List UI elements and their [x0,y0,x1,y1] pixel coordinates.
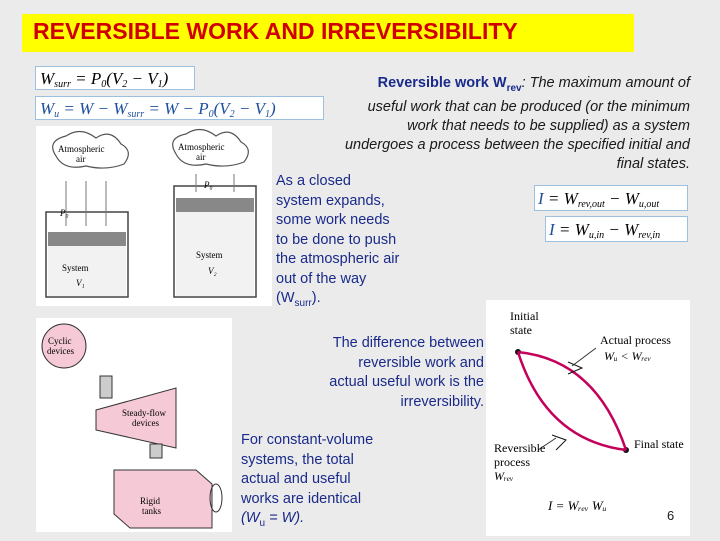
svg-text:devices: devices [132,418,159,428]
note-line: For constant-volume [241,432,374,448]
note-sub: u [259,517,266,529]
note-line: The difference between [332,335,484,351]
svg-text:P₀: P₀ [204,180,213,190]
note-line: reversible work and [358,354,484,371]
note-line [276,289,426,313]
constant-volume-note [241,431,401,533]
process-reversible-label: Reversible [494,441,546,455]
process-actual-label: Actual process [600,333,671,347]
piston-figure-drawing [36,126,272,306]
svg-text:Cyclic: Cyclic [48,336,72,346]
note-text: = W). [265,510,305,526]
svg-text:System: System [62,263,89,273]
definition-body: : The maximum amount of useful work that can be produced (or the minimum work that needs to be supplied) as a system undergoes a process between the specified initial and final states. [344,75,690,172]
note-line: works are identical [241,490,362,507]
equation-i-in-render [546,217,687,241]
piston-right-air: Atmospheric [178,142,225,152]
note-line: system expands, [276,192,385,209]
note-line: some work needs [276,212,390,228]
svg-text:Wᵣₑᵥ: Wᵣₑᵥ [494,469,514,483]
svg-text:Steady-flow: Steady-flow [122,408,166,418]
svg-text:System: System [196,250,223,260]
reversible-work-definition [338,74,690,174]
process-initial-label: Initial [510,309,539,323]
svg-text:Rigid: Rigid [140,496,161,506]
difference-note [292,334,484,412]
svg-text:V₂: V₂ [208,266,217,276]
process-figure-drawing [486,300,690,536]
svg-text:I = Wrev,out − Wu,out: I = Wrev,out − Wu,out [538,189,660,210]
piston-figure [36,126,272,306]
note-line: actual and useful [241,471,351,487]
svg-text:tanks: tanks [142,506,161,516]
svg-text:process: process [494,455,530,469]
note-line: actual useful work is the [329,374,484,390]
note-line: out of the way [276,270,367,287]
equation-i-out [534,185,688,211]
definition-lead: Reversible work W [377,75,507,91]
note-text: ). [311,290,321,306]
equation-w-u-render [36,97,323,119]
equation-i-out-render [535,186,687,210]
devices-figure-drawing [36,318,232,532]
svg-text:air: air [196,152,206,162]
page-number: 6 [667,508,675,523]
equation-w-surr [35,66,195,90]
equation-i-in [545,216,688,242]
note-line [241,509,401,533]
note-line: to be done to push [276,231,397,248]
svg-text:devices: devices [47,346,74,356]
piston-left-air: Atmospheric [58,144,105,154]
svg-text:V₁: V₁ [76,278,85,288]
equation-w-u [35,96,324,120]
note-line: irreversibility. [400,393,484,410]
devices-figure [36,318,232,532]
process-figure [486,300,690,536]
svg-text:air: air [76,154,86,164]
expansion-note [276,172,426,313]
note-line: As a closed [276,173,351,189]
svg-text:Wsurr = P0(V2 − V1): Wsurr = P0(V2 − V1) [40,69,169,89]
svg-text:state: state [510,323,532,337]
svg-text:P₀: P₀ [60,208,69,218]
slide-title: REVERSIBLE WORK AND IRREVERSIBILITY [33,18,518,44]
note-text: (W [276,290,295,306]
svg-text:Wᵤ < Wᵣₑᵥ: Wᵤ < Wᵣₑᵥ [604,349,652,363]
svg-text:Wu = W − Wsurr = W − P0(V2 − V: Wu = W − Wsurr = W − P0(V2 − V1) [40,99,276,119]
definition-lead-sub: rev [506,82,522,94]
svg-text:I = Wu,in − Wrev,in: I = Wu,in − Wrev,in [549,220,661,241]
process-final-label: Final state [634,437,684,451]
note-line: systems, the total [241,451,354,468]
note-line: the atmospheric air [276,251,400,267]
note-text: (W [241,510,260,526]
equation-w-surr-render [36,67,194,89]
process-eq: I = Wᵣₑᵥ Wᵤ [548,498,607,513]
note-sub: surr [294,297,312,309]
